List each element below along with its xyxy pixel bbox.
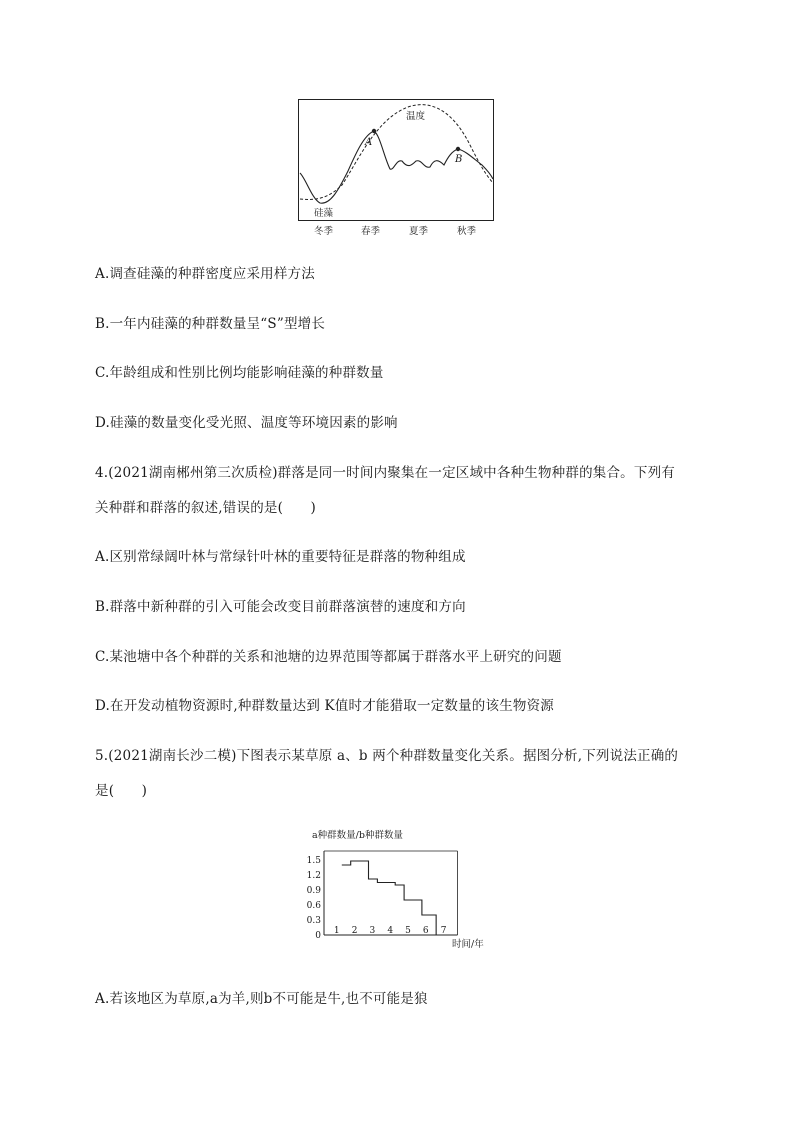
chart-x-tick-label: 4: [387, 926, 394, 936]
chart-x-tick-label: 2: [351, 926, 358, 936]
diatom-label: 硅藻: [314, 208, 334, 219]
chart-x-tick-label: 6: [422, 926, 429, 936]
chart-y-tick-label: 0: [315, 931, 321, 941]
q4-stem-line1: 4.(2021湖南郴州第三次质检)群落是同一时间内聚集在一定区域中各种生物种群的集合。下列有: [95, 465, 675, 481]
q4-option-d: [95, 694, 554, 714]
chart-y-tick-label: 1.2: [306, 871, 321, 881]
q5-option-a: A.若该地区为草原,a为羊,则b不可能是牛,也不可能是狼: [95, 991, 428, 1007]
q3-option-c: C.年龄组成和性别比例均能影响硅藻的种群数量: [95, 365, 384, 381]
q4-option-d-text: D.在开发动植物资源时,种群数量达到 K值时才能猎取一定数量的该生物资源: [95, 698, 555, 714]
q3-option-a: A.调查硅藻的种群密度应采用样方法: [95, 266, 315, 282]
chart-x-tick-label: 7: [440, 926, 447, 936]
q5-stem-line1: 5.(2021湖南长沙二模)下图表示某草原 a、b 两个种群数量变化关系。据图分析,下列说法正确的: [95, 748, 679, 764]
chart-x-tick-label: 1: [333, 926, 340, 936]
figure-frame: [299, 100, 494, 221]
q5-stem-line2: 是( ): [95, 783, 148, 799]
chart-ylabel: a种群数量/b种群数量: [312, 830, 403, 841]
chart-y-tick-label: 0.3: [306, 916, 321, 926]
point-a-label: A: [365, 137, 373, 148]
point-b-label: B: [455, 154, 463, 165]
season-label-winter: 冬季: [314, 226, 334, 237]
season-label-autumn: 秋季: [457, 226, 477, 237]
point-a-marker: [372, 129, 376, 133]
diatom-temperature-figure: [298, 99, 498, 241]
season-label-summer: 夏季: [409, 226, 429, 237]
temperature-label: 温度: [406, 111, 426, 122]
q4-option-c: C.某池塘中各个种群的关系和池塘的边界范围等都属于群落水平上研究的问题: [95, 649, 562, 665]
q4-option-a: A.区别常绿阔叶林与常绿针叶林的重要特征是群落的物种组成: [95, 549, 466, 565]
season-label-spring: 春季: [361, 226, 381, 237]
chart-x-tick-label: 3: [369, 926, 376, 936]
q3-option-b: B.一年内硅藻的种群数量呈“S”型增长: [95, 316, 326, 332]
chart-y-tick-label: 0.9: [306, 886, 321, 896]
chart-y-tick-label: 1.5: [306, 856, 321, 866]
point-b-marker: [456, 147, 460, 151]
chart-y-tick-label: 0.6: [306, 901, 321, 911]
q4-stem-line2: 关种群和群落的叙述,错误的是( ): [95, 500, 316, 516]
chart-series-line: [342, 861, 436, 935]
population-ratio-chart: [300, 826, 500, 954]
chart-xlabel: 时间/年: [452, 939, 484, 950]
q4-option-b: B.群落中新种群的引入可能会改变目前群落演替的速度和方向: [95, 599, 466, 615]
q3-option-d: D.硅藻的数量变化受光照、温度等环境因素的影响: [95, 415, 398, 431]
diatom-curve: [300, 131, 493, 203]
chart-x-tick-label: 5: [405, 926, 411, 936]
